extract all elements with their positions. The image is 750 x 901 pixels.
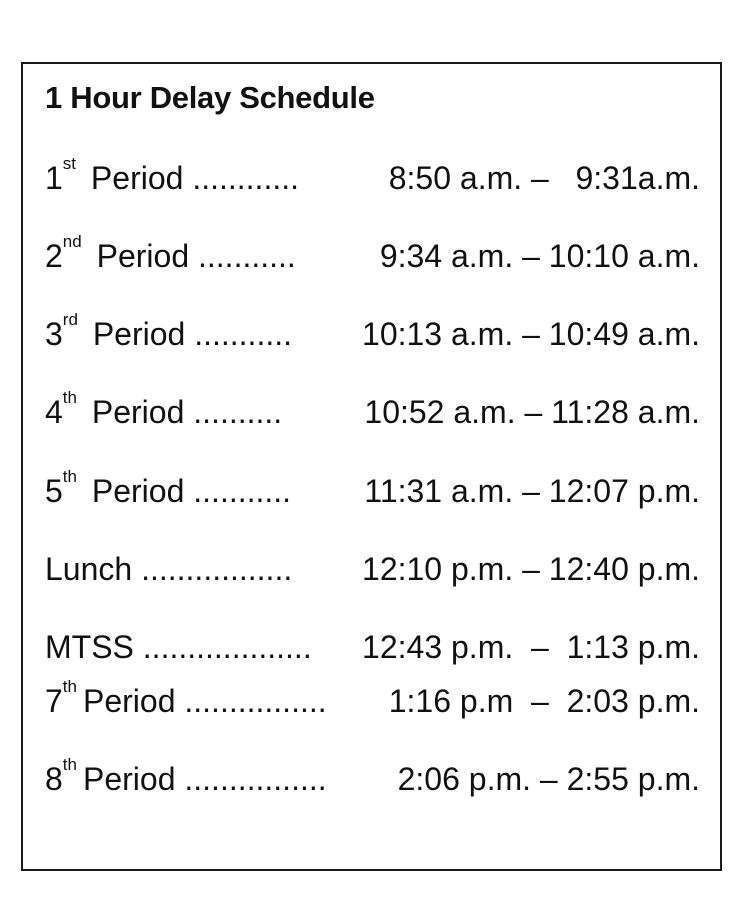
period-number: 5 (45, 473, 63, 509)
period-number: 7 (45, 683, 63, 719)
period-time: 12:43 p.m. – 1:13 p.m. (362, 629, 700, 665)
period-time: 10:13 a.m. – 10:49 a.m. (362, 316, 700, 352)
period-name: Period (82, 683, 176, 719)
ordinal-suffix: th (62, 467, 77, 486)
ordinal-suffix: th (62, 677, 77, 696)
row-label (45, 467, 292, 511)
period-time: 8:50 a.m. – 9:31a.m. (388, 160, 700, 196)
period-time: 1:16 p.m – 2:03 p.m. (388, 683, 700, 719)
dot-leader: ........... (194, 316, 292, 352)
period-time: 2:06 p.m. – 2:55 p.m. (397, 761, 700, 797)
row-label (45, 388, 283, 432)
schedule-row-7th-period (45, 677, 700, 721)
row-label (45, 549, 292, 589)
period-name: Lunch (45, 551, 133, 587)
schedule-row-3rd-period (45, 310, 700, 354)
period-time: 12:10 p.m. – 12:40 p.m. (362, 551, 700, 587)
period-name: Period (82, 761, 176, 797)
row-label (45, 310, 292, 354)
period-number: 4 (45, 394, 63, 430)
row-label (45, 232, 296, 276)
period-name: Period (96, 238, 190, 274)
dot-leader: ................. (141, 551, 293, 587)
dot-leader: ................ (184, 683, 327, 719)
dot-leader: ............ (192, 160, 299, 196)
dot-leader: ........... (198, 238, 296, 274)
period-name: Period (90, 160, 184, 196)
schedule-row-5th-period (45, 467, 700, 511)
period-name: Period (91, 394, 185, 430)
schedule-row-2nd-period (45, 232, 700, 276)
period-number: 2 (45, 238, 63, 274)
ordinal-suffix: nd (62, 232, 82, 251)
period-number: 1 (45, 160, 63, 196)
period-time: 9:34 a.m. – 10:10 a.m. (379, 238, 700, 274)
schedule-row-1st-period (45, 154, 700, 198)
row-label (45, 627, 312, 667)
ordinal-suffix: st (62, 154, 77, 173)
schedule-row-lunch (45, 549, 700, 589)
dot-leader: ................... (142, 629, 312, 665)
schedule-row-8th-period (45, 755, 700, 799)
schedule-row-4th-period (45, 388, 700, 432)
dot-leader: ........... (193, 473, 292, 509)
period-name: Period (92, 316, 186, 352)
period-name: Period (91, 473, 185, 509)
period-time: 10:52 a.m. – 11:28 a.m. (364, 394, 700, 430)
dot-leader: ................ (184, 761, 327, 797)
period-time: 11:31 a.m. – 12:07 p.m. (364, 473, 700, 509)
row-label (45, 154, 299, 198)
row-label (45, 677, 327, 721)
ordinal-suffix: th (62, 388, 77, 407)
ordinal-suffix: rd (62, 310, 78, 329)
period-number: 8 (45, 761, 63, 797)
period-name: MTSS (45, 629, 134, 665)
schedule-title: 1 Hour Delay Schedule (45, 80, 375, 115)
row-label (45, 755, 327, 799)
ordinal-suffix: th (62, 755, 77, 774)
schedule-row-mtss (45, 627, 700, 667)
dot-leader: .......... (193, 394, 283, 430)
period-number: 3 (45, 316, 63, 352)
